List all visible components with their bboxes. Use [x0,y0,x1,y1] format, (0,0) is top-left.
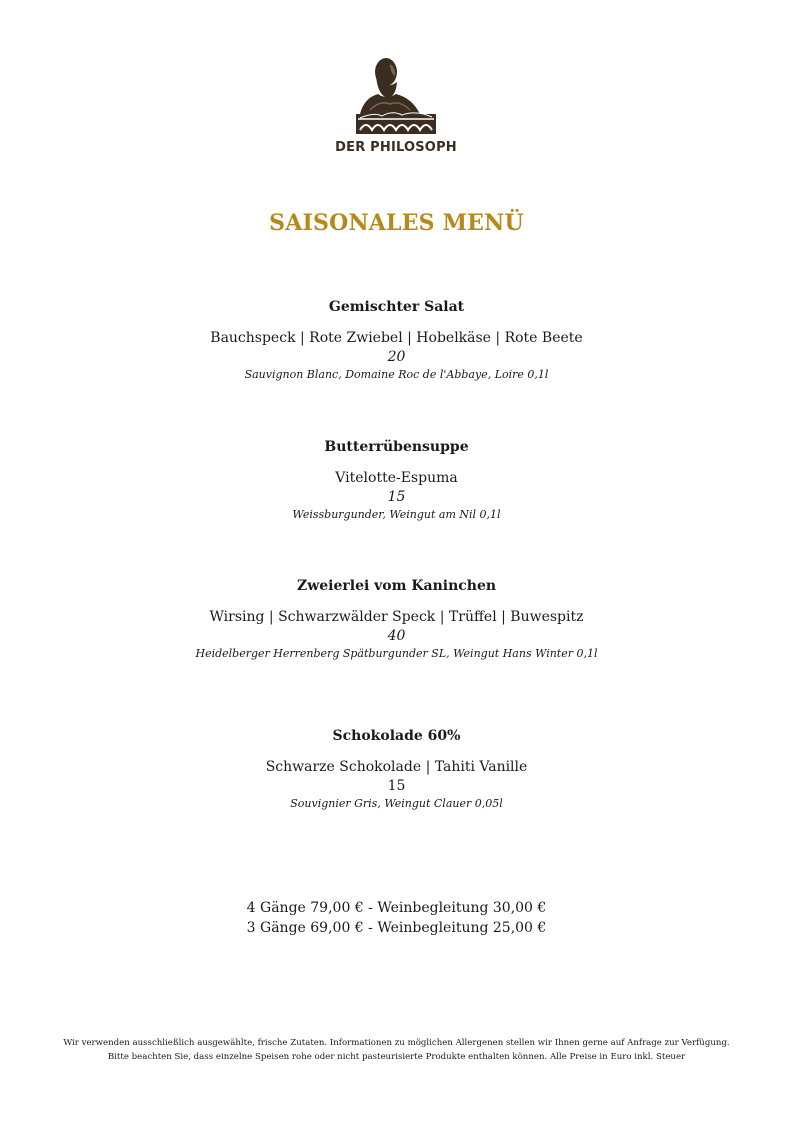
menu-title: SAISONALES MENÜ [269,210,524,236]
course-name: Schokolade 60% [332,728,461,744]
course-description: Vitelotte-Espuma [335,470,458,486]
summary-line-3-courses: 3 Gänge 69,00 € - Weinbegleitung 25,00 € [246,920,547,936]
course-price: 20 [387,349,406,365]
price-summary [0,898,793,938]
wine-pairing: Souvignier Gris, Weingut Clauer 0,05l [290,797,503,810]
philosopher-bust-icon [330,52,462,138]
logo [330,52,462,160]
footer-note [0,1036,793,1064]
footer-line-allergens: Wir verwenden ausschließlich ausgewählte, frische Zutaten. Informationen zu möglichen Allergenen stellen wir Ihnen gerne auf Anfrage zur Verfügung. [63,1038,730,1048]
wine-pairing: Heidelberger Herrenberg Spätburgunder SL, Weingut Hans Winter 0,1l [195,647,598,660]
course-name: Gemischter Salat [328,299,465,315]
wine-pairing: Weissburgunder, Weingut am Nil 0,1l [292,508,501,521]
course-price: 15 [387,778,406,794]
course-description: Wirsing | Schwarzwälder Speck | Trüffel | Buwespitz [209,609,584,625]
course-item [0,727,793,812]
course-price: 15 [387,489,406,505]
course-item [0,577,793,662]
course-description: Bauchspeck | Rote Zwiebel | Hobelkäse | Rote Beete [210,330,583,346]
course-item [0,438,793,523]
course-name: Butterrübensuppe [324,439,469,455]
logo-wordmark: DER PHILOSOPH [335,140,457,155]
course-item [0,298,793,383]
footer-line-prices: Bitte beachten Sie, dass einzelne Speisen rohe oder nicht pasteurisierte Produkte enthalten können. Alle Preise in Euro inkl. Steuer [107,1052,686,1062]
course-price: 40 [387,628,406,644]
course-name: Zweierlei vom Kaninchen [296,578,497,594]
course-description: Schwarze Schokolade | Tahiti Vanille [265,759,528,775]
wine-pairing: Sauvignon Blanc, Domaine Roc de l'Abbaye, Loire 0,1l [244,368,549,381]
summary-line-4-courses: 4 Gänge 79,00 € - Weinbegleitung 30,00 € [246,900,547,916]
